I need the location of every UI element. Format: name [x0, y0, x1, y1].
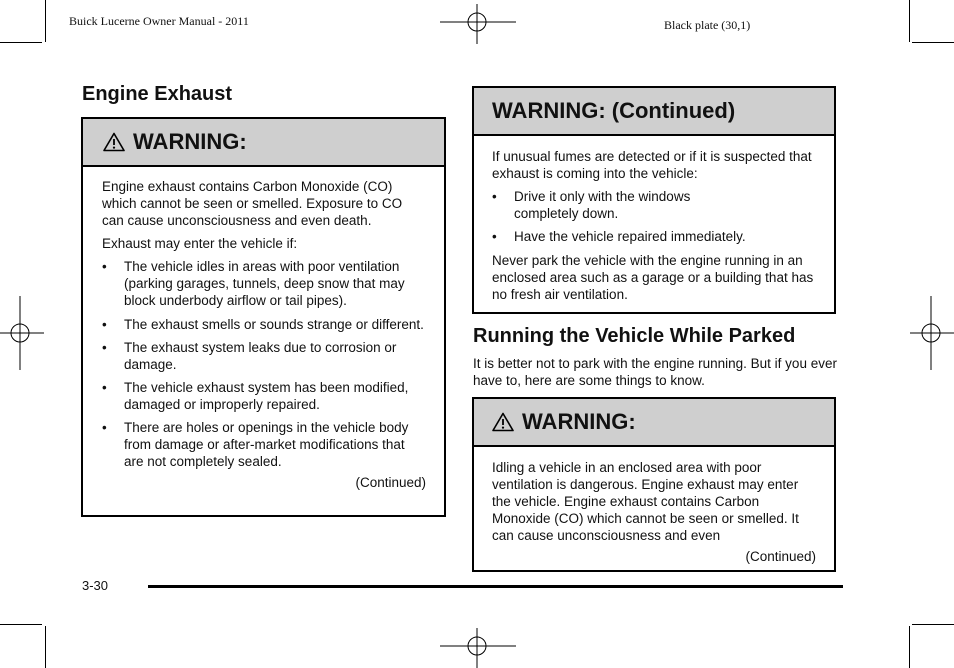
warning-lead: Exhaust may enter the vehicle if: — [102, 236, 298, 251]
warning-box-idling — [472, 397, 836, 572]
bullet-icon: • — [102, 340, 107, 355]
warning-title: WARNING: (Continued) — [492, 98, 736, 123]
warning-text: Idling a vehicle in an enclosed area with poor ventilation is dangerous. Engine exhaust may enter the vehicle. Engine exhaust contains Carbon Monoxide (CO) which cannot be seen or smelled. It can cause unconsciousness and even — [492, 460, 799, 543]
warning-intro: Engine exhaust contains Carbon Monoxide (CO) which cannot be seen or smelled. Exposure to CO can cause unconsciousness and even death. — [102, 179, 403, 228]
list-item-text: The vehicle idles in areas with poor ventilation (parking garages, tunnels, deep snow that may block underbody airflow or tail pipes). — [124, 259, 405, 308]
warning-box-continued — [472, 86, 836, 314]
list-item-text: Have the vehicle repaired immediately. — [514, 229, 746, 244]
list-item — [492, 228, 816, 245]
warning-title: WARNING: — [133, 129, 247, 154]
crop-mark — [912, 624, 954, 625]
registration-mark-icon — [910, 296, 954, 370]
warning-body — [83, 167, 444, 491]
crop-mark — [45, 626, 46, 668]
warning-triangle-icon — [492, 412, 514, 432]
warning-body — [474, 447, 834, 565]
warning-title: WARNING: — [522, 409, 636, 434]
warning-intro: If unusual fumes are detected or if it is suspected that exhaust is coming into the vehicle: — [492, 149, 812, 181]
section-text: It is better not to park with the engine running. But if you ever have to, here are some things to know. — [473, 356, 837, 388]
crop-mark — [0, 42, 42, 43]
bullet-icon: • — [492, 229, 497, 244]
warning-triangle-icon — [103, 132, 125, 152]
crop-mark — [0, 624, 42, 625]
footer-rule — [148, 585, 843, 588]
list-item — [102, 258, 426, 309]
section-title-engine-exhaust: Engine Exhaust — [82, 83, 233, 105]
registration-mark-icon — [440, 628, 516, 668]
bullet-icon: • — [102, 380, 107, 395]
warning-box-engine-exhaust — [81, 117, 446, 517]
warning-body — [474, 136, 834, 303]
warning-header — [474, 88, 834, 136]
crop-mark — [45, 0, 46, 42]
list-item — [102, 379, 426, 413]
bullet-icon: • — [102, 259, 107, 274]
crop-mark — [909, 626, 910, 668]
manual-title: Buick Lucerne Owner Manual - 2011 — [69, 14, 249, 28]
section-title-running-parked: Running the Vehicle While Parked — [473, 325, 796, 347]
page-number: 3-30 — [82, 578, 109, 593]
warning-closing: Never park the vehicle with the engine running in an enclosed area such as a garage or a building that has no fresh air ventilation. — [492, 253, 814, 302]
list-item-text: The exhaust smells or sounds strange or different. — [124, 317, 424, 332]
bullet-icon: • — [102, 317, 107, 332]
list-item-text: Drive it only with the windows completely down. — [514, 189, 691, 221]
list-item-text: There are holes or openings in the vehicle body from damage or after-market modifications that are not completely sealed. — [124, 420, 409, 469]
list-item — [102, 419, 426, 470]
continued-label: (Continued) — [745, 549, 816, 564]
crop-mark — [909, 0, 910, 42]
bullet-icon: • — [492, 189, 497, 204]
warning-header — [83, 119, 444, 167]
registration-mark-icon — [440, 4, 516, 44]
list-item-text: The exhaust system leaks due to corrosion or damage. — [124, 340, 397, 372]
registration-mark-icon — [0, 296, 44, 370]
list-item — [102, 316, 426, 333]
warning-header — [474, 399, 834, 447]
crop-mark — [912, 42, 954, 43]
list-item — [492, 188, 744, 222]
plate-label: Black plate (30,1) — [664, 18, 751, 32]
bullet-icon: • — [102, 420, 107, 435]
continued-label: (Continued) — [355, 475, 426, 490]
list-item — [102, 339, 426, 373]
list-item-text: The vehicle exhaust system has been modified, damaged or improperly repaired. — [124, 380, 409, 412]
